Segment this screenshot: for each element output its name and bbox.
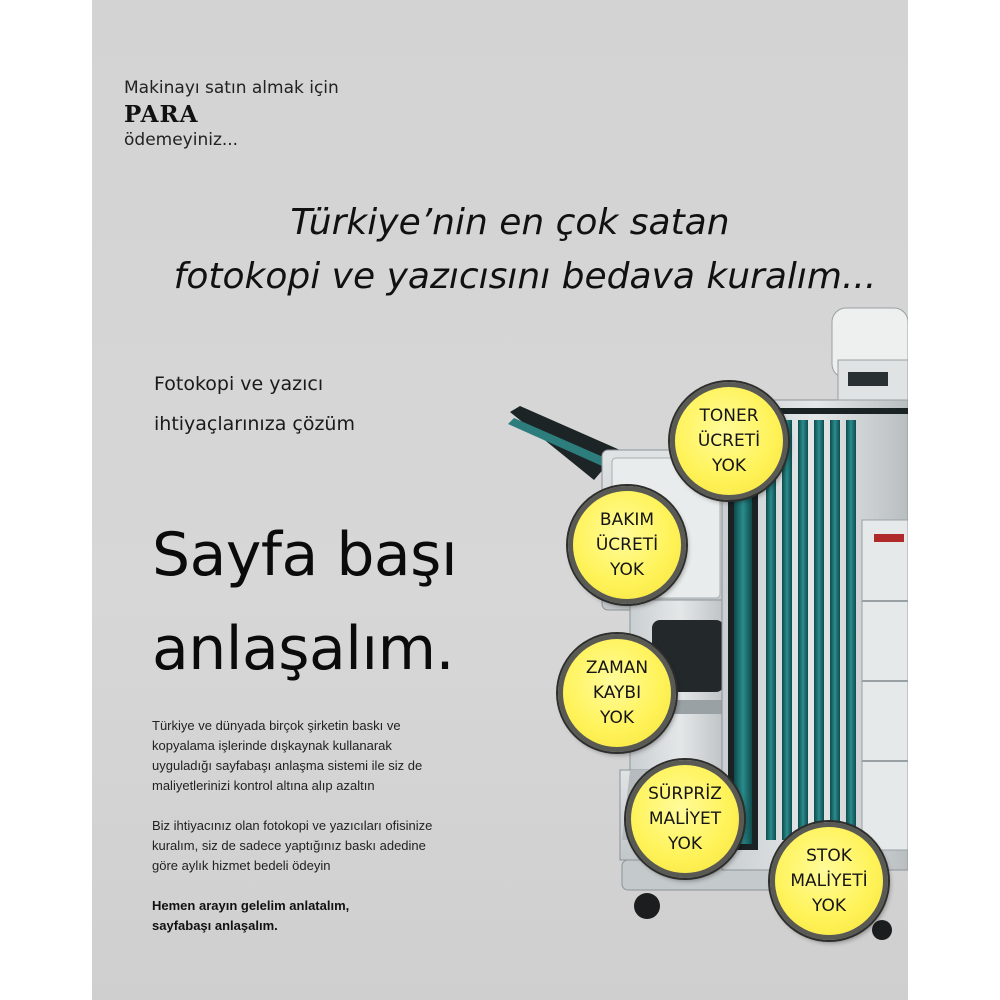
body-text-line: kopyalama işlerinde dışkaynak kullanarak — [152, 738, 392, 753]
big-slogan-line-1: Sayfa başı — [152, 520, 458, 590]
body-text-line: maliyetlerinizi kontrol altına alıp azaltın — [152, 778, 375, 793]
badge-stock-cost — [770, 822, 888, 940]
headline-line-2: fotokopi ve yazıcısını bedava kuralım... — [173, 256, 877, 297]
subheading — [154, 364, 355, 444]
badge-text-line: YOK — [668, 833, 702, 854]
badge-text-line: SÜRPRİZ — [648, 783, 722, 804]
badge-text-line: ÜCRETİ — [697, 430, 761, 451]
badge-text-line: YOK — [610, 559, 644, 580]
body-paragraph-1 — [152, 716, 432, 796]
badge-text-line: MALİYETİ — [790, 870, 868, 891]
intro-line-1: Makinayı satın almak için — [124, 78, 339, 98]
body-text-line: Türkiye ve dünyada birçok şirketin baskı ve — [152, 718, 401, 733]
badge-text-line: MALİYET — [648, 808, 722, 829]
badge-text-line: KAYBI — [592, 682, 642, 703]
body-text-line: uyguladığı sayfabaşı anlaşma sistemi ile siz de — [152, 758, 423, 773]
body-text-line: kuralım, siz de sadece yaptığınız baskı adedine — [152, 838, 426, 853]
body-copy — [152, 716, 432, 956]
badge-text-line: ÜCRETİ — [595, 534, 659, 555]
body-paragraph-2 — [152, 816, 432, 876]
badge-toner-fee — [670, 382, 788, 500]
body-text-line: göre aylık hizmet bedeli ödeyin — [152, 858, 331, 873]
intro-line-3: ödemeyiniz... — [124, 130, 239, 150]
cta-line: Hemen arayın gelelim anlatalım, — [152, 898, 350, 913]
badge-text-line: BAKIM — [599, 509, 655, 530]
body-text-line: Biz ihtiyacınız olan fotokopi ve yazıcıları ofisinize — [152, 818, 433, 833]
advertisement-poster — [92, 0, 908, 1000]
subheading-line-1: Fotokopi ve yazıcı — [154, 373, 324, 395]
badge-text-line: YOK — [712, 455, 746, 476]
badge-text-line: STOK — [806, 845, 852, 866]
badge-maintenance-fee — [568, 486, 686, 604]
big-slogan-line-2: anlaşalım. — [152, 614, 455, 684]
badge-text-line: YOK — [600, 707, 634, 728]
call-to-action — [152, 896, 432, 936]
big-slogan — [152, 508, 457, 696]
headline — [92, 196, 908, 304]
badge-text-line: ZAMAN — [585, 657, 649, 678]
badge-text-line: TONER — [699, 405, 759, 426]
headline-line-1: Türkiye’nin en çok satan — [290, 202, 730, 243]
badge-text-line: YOK — [812, 895, 846, 916]
intro-block — [124, 78, 339, 151]
cta-line: sayfabaşı anlaşalım. — [152, 918, 278, 933]
badge-time-loss — [558, 634, 676, 752]
subheading-line-2: ihtiyaçlarınıza çözüm — [154, 413, 355, 435]
badge-surprise-cost — [626, 760, 744, 878]
intro-emphasis: PARA — [124, 101, 199, 129]
